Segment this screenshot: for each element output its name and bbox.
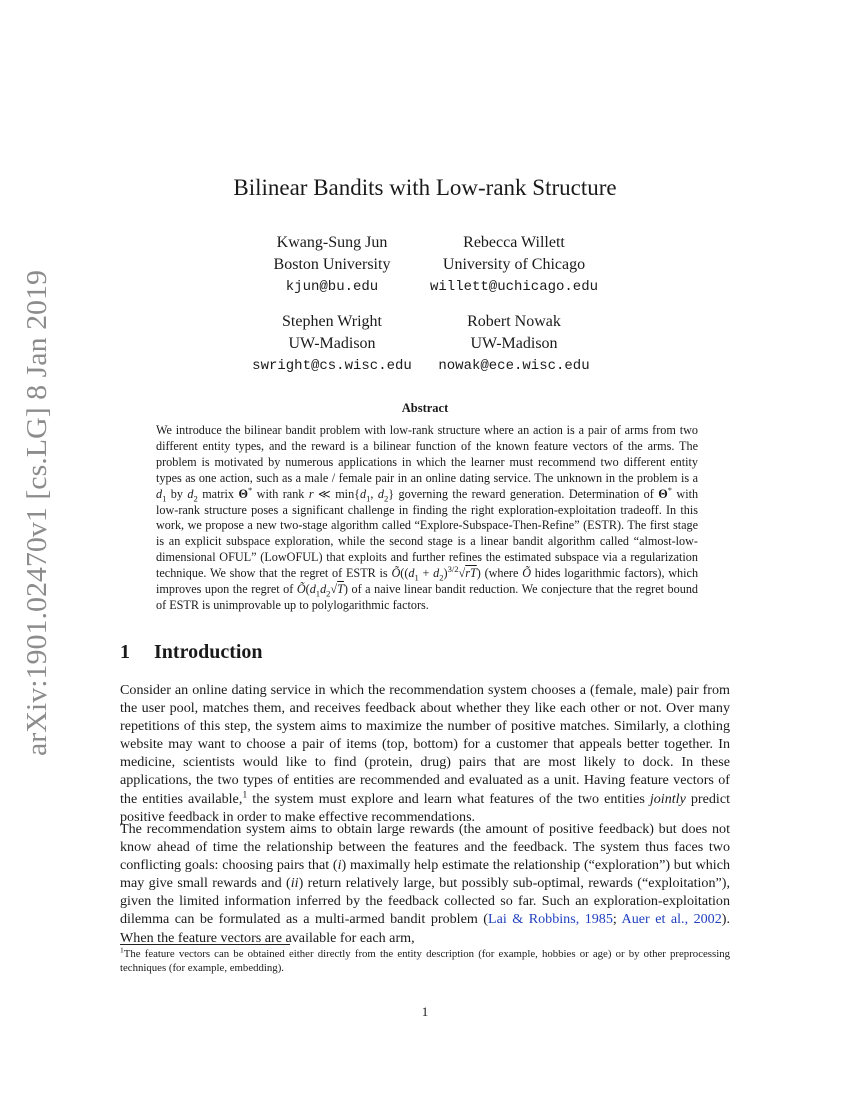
author-affiliation: UW-Madison (288, 335, 376, 352)
page-number: 1 (421, 1004, 429, 1019)
author-name: Kwang-Sung Jun (276, 234, 388, 251)
author-name: Rebecca Willett (463, 234, 565, 251)
author-block (384, 232, 644, 298)
section-heading (120, 641, 620, 664)
abstract-heading: Abstract (401, 401, 449, 415)
intro-paragraph-2: The recommendation system aims to obtain large rewards (the amount of positive feedback) but does not know ahead of time the relationship between the features and the feedback. The system thus faces two conflicting goals: choosing pairs that (i) maximally help estimate the relationship (“exploration”) but which may give small rewards and (ii) return relatively large, but possibly sub-optimal, rewards (“exploitation”), given the limited information inferred by the feedback collected so far. Such an exploration-exploitation dilemma can be formulated as a multi-armed bandit problem (Lai & Robbins, 1985; Auer et al., 2002). When the feature vectors are available for each arm, (120, 821, 730, 946)
footnote-rule (120, 944, 290, 945)
author-email: kjun@bu.edu (285, 279, 379, 295)
paper-title: Bilinear Bandits with Low-rank Structure (233, 175, 617, 200)
footnote-mark: 1 (120, 945, 124, 955)
author-affiliation: UW-Madison (470, 335, 558, 352)
arxiv-side-stamp (12, 268, 58, 758)
author-email: willett@uchicago.edu (429, 279, 599, 295)
citation-link[interactable]: Auer et al., 2002 (621, 911, 722, 928)
author-affiliation: Boston University (273, 256, 391, 273)
author-block (384, 311, 644, 377)
arxiv-stamp-text: arXiv:1901.02470v1 [cs.LG] 8 Jan 2019 (21, 285, 53, 756)
author-name: Robert Nowak (467, 313, 561, 330)
abstract-body: We introduce the bilinear bandit problem with low-rank structure where an action is a pair of arms from two different entity types, and the reward is a bilinear function of the known feature vectors of the arms. The problem is motivated by numerous applications in which the learner must recommend two different entity types as one action, such as a male / female pair in an online dating service. The unknown in the problem is a $d_1$ by $d_2$ matrix Θ* with rank r ≪ $\min\{d_1$, $d_2$} governing the reward generation. Determination of Θ* with low-rank structure poses a significant challenge in finding the right exploration-exploitation tradeoff. In this work, we propose a new two-stage algorithm called “Explore-Subspace-Then-Refine” (ESTR). The first stage is an explicit subspace exploration, while the second stage is a linear bandit algorithm called “almost-low-dimensional OFUL” (LowOFUL) that exploits and further refines the estimated subspace via a regularization technique. We show that the regret of ESTR is $Õ((d_1 + d_2)^{3/2}√rT)$ (where Õ hides logarithmic factors), which improves upon the regret of $Õ(d_1d_2√T)$ of a naive linear bandit reduction. We conjecture that the regret bound of ESTR is unimprovable up to polylogarithmic factors. (156, 423, 699, 612)
footnote-text: The feature vectors can be obtained either directly from the entity description (for example, hobbies or age) or by other preprocessing techniques (for example, embedding). (120, 948, 730, 974)
author-email: swright@cs.wisc.edu (252, 358, 412, 374)
author-affiliation: University of Chicago (442, 256, 586, 273)
footnote-ref[interactable]: 1 (242, 788, 248, 800)
intro-paragraph-1: Consider an online dating service in which the recommendation system chooses a (female, male) pair from the user pool, matches them, and receives feedback about whether they like each other or not. Over many repetitions of this step, the system aims to maximize the number of positive matches. Similarly, a clothing website may want to choose a pair of items (top, bottom) for a customer that appeals better together. In medicine, scientists would like to find (protein, drug) pairs that are most likely to dock. In these applications, the two types of entities are recommended and evaluated as a unit. Having feature vectors of the entities available,$^1$ the system must explore and learn what features of the two entities jointly predict positive feedback in order to make effective recommendations. (120, 682, 730, 825)
section-number: 1 (120, 641, 130, 663)
author-name: Stephen Wright (282, 313, 382, 330)
footnote (120, 947, 730, 975)
arxiv-stamp-graphic (12, 268, 58, 758)
section-title: Introduction (154, 641, 263, 663)
author-email: nowak@ece.wisc.edu (438, 358, 590, 374)
citation-link[interactable]: Lai & Robbins, 1985 (487, 911, 613, 928)
